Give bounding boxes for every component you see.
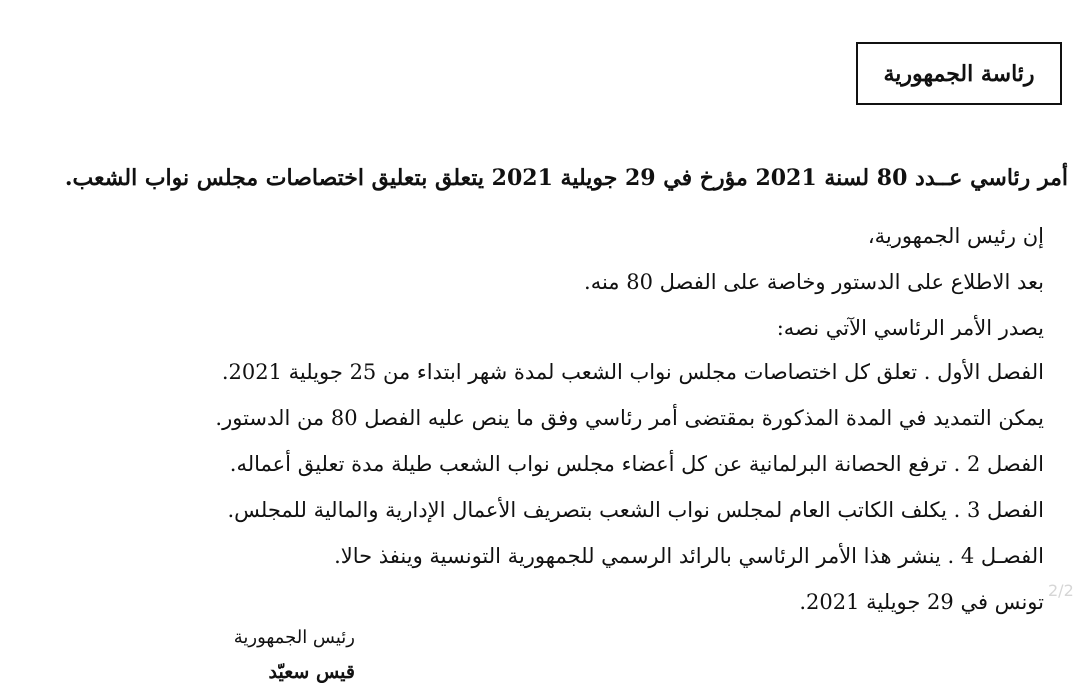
article-1-extension: يمكن التمديد في المدة المذكورة بمقتضى أمر رئاسي وفق ما ينص عليه الفصل 80 من الدستور. <box>215 406 1044 430</box>
body-line-intro: إن رئيس الجمهورية، <box>867 224 1044 248</box>
header-title-box <box>856 42 1062 105</box>
header-title: رئاسة الجمهورية <box>883 60 1035 87</box>
body-line-issues: يصدر الأمر الرئاسي الآتي نصه: <box>776 316 1044 340</box>
article-4: الفصـل 4 . ينشر هذا الأمر الرئاسي بالرائد الرسمي للجمهورية التونسية وينفذ حالا. <box>334 544 1044 568</box>
signature-name: قيس سعيّد <box>268 661 355 683</box>
signature-title: رئيس الجمهورية <box>233 627 355 648</box>
decree-title: أمر رئاسي عــدد 80 لسنة 2021 مؤرخ في 29 جويلية 2021 يتعلق بتعليق اختصاصات مجلس نواب الشعب. <box>64 165 1068 191</box>
page-indicator: 2/2 <box>1048 581 1074 600</box>
article-3: الفصل 3 . يكلف الكاتب العام لمجلس نواب الشعب بتصريف الأعمال الإدارية والمالية للمجلس. <box>227 498 1044 522</box>
article-2: الفصل 2 . ترفع الحصانة البرلمانية عن كل أعضاء مجلس نواب الشعب طيلة مدة تعليق أعماله. <box>229 452 1044 476</box>
place-date: تونس في 29 جويلية 2021. <box>799 590 1044 614</box>
article-1: الفصل الأول . تعلق كل اختصاصات مجلس نواب الشعب لمدة شهر ابتداء من 25 جويلية 2021. <box>221 360 1044 384</box>
body-line-reference: بعد الاطلاع على الدستور وخاصة على الفصل 80 منه. <box>584 270 1044 294</box>
